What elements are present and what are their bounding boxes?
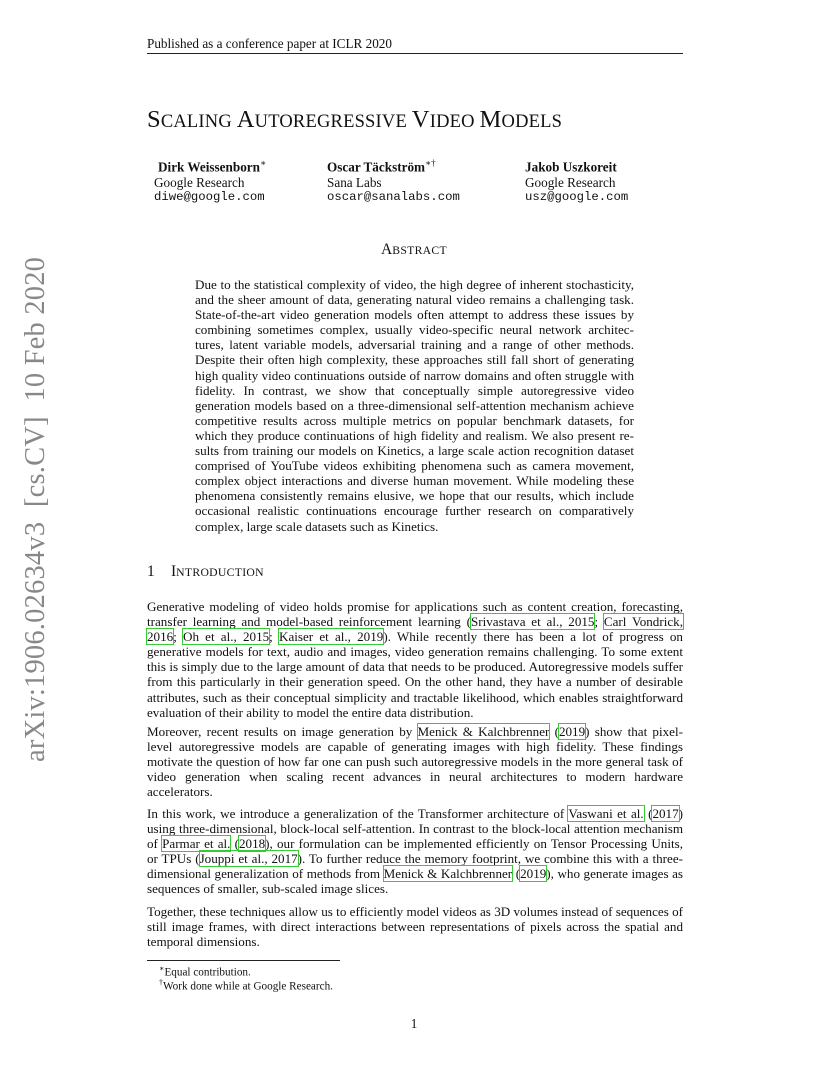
paper-title: SCALING AUTOREGRESSIVE VIDEO MODELS <box>147 106 563 133</box>
citation-link[interactable]: Carl Vondrick, 2016 <box>147 614 683 645</box>
citation-link[interactable]: Parmar et al. <box>162 836 231 852</box>
intro-paragraph-1: Generative modeling of video holds promise for applications such as content creation, forecasting, transfer learning and model-based reinforcement learning (Srivastava et al., 2015; Carl Vondrick, 2016; Oh et al., 2015; Kaiser et al., 2019). While recently there has been a lot of progress on generative models for text, audio and images, video generation remains challenging. To some extent this is simply due to the large amount of data that needs to be produced. Autoregressive models suffer from this particularly in their generation speed. On the other hand, they have a number of desirable attributes, such as their conceptual simplicity and tractable likelihood, which enables straightforward evaluation of their ability to model the entire data distribution. <box>147 599 683 720</box>
footnote-rule <box>147 960 340 961</box>
page-number: 1 <box>410 1016 418 1031</box>
citation-link[interactable]: 2017 <box>652 806 679 821</box>
author-name: Dirk Weissenborn <box>158 159 260 175</box>
citation-link[interactable]: 2018 <box>238 836 266 852</box>
citation-link[interactable]: Oh et al., 2015 <box>183 629 270 645</box>
footnote: †Work done while at Google Research. <box>159 978 333 993</box>
author-email: oscar@sanalabs.com <box>327 190 460 205</box>
author-name: Oscar Täckström <box>327 159 426 175</box>
author-affiliation: Google Research <box>525 174 616 190</box>
citation-link[interactable]: Menick & Kalchbrenner <box>383 866 513 882</box>
author-mark: ∗† <box>425 158 436 168</box>
citation-link[interactable]: 2019 <box>520 866 547 882</box>
author-block <box>154 156 266 206</box>
intro-paragraph-4: Together, these techniques allow us to efficiently model videos as 3D volumes instead of sequences of still image frames, with direct interactions between representations of pixels across the spatial and temporal dimensions. <box>147 904 683 950</box>
author-email: usz@google.com <box>525 190 629 205</box>
citation-link[interactable]: Kaiser et al., 2019 <box>278 629 384 645</box>
author-mark: ∗ <box>259 158 267 168</box>
intro-paragraph-2: Moreover, recent results on image generation by Menick & Kalchbrenner (2019) show that pixel-level autoregressive models are capable of generating images with high fidelity. These findings motivate the question of how far one can push such autoregressive models in the more general task of video generation when scaling recent advances in neural architectures to modern hardware accelerators. <box>147 724 683 800</box>
author-block <box>525 156 628 206</box>
citation-link[interactable]: Menick & Kalchbrenner <box>417 724 550 739</box>
header-rule <box>147 53 683 54</box>
author-affiliation: Sana Labs <box>327 174 382 190</box>
author-email: diwe@google.com <box>154 190 265 205</box>
intro-paragraph-3: In this work, we introduce a generalization of the Transformer architecture of Vaswani et al. (2017) using three-dimensional, block-local self-attention. In contrast to the block-local attention mechanism of Parmar et al. (2018), our formulation can be implemented efficiently on Tensor Processing Units, or TPUs (Jouppi et al., 2017). To further reduce the memory footprint, we combine this with a three-dimensional generalization of methods from Menick & Kalchbrenner (2019), who generate images as sequences of smaller, sub-scaled image slices. <box>147 806 683 897</box>
author-name: Jakob Uszkoreit <box>525 159 617 175</box>
citation-link[interactable]: Srivastava et al., 2015 <box>470 614 595 630</box>
arxiv-id: arXiv:1906.02634v3 [cs.CV] 10 Feb 2020 <box>20 256 51 762</box>
author-affiliation: Google Research <box>154 174 245 190</box>
section-heading: 1 INTRODUCTION <box>147 563 264 580</box>
running-header: Published as a conference paper at ICLR 2020 <box>147 36 392 51</box>
citation-link[interactable]: Jouppi et al., 2017 <box>199 851 298 867</box>
footnote: ∗Equal contribution. <box>159 964 251 979</box>
author-block <box>327 156 460 206</box>
citation-link[interactable]: 2019 <box>558 724 586 739</box>
abstract-heading: ABSTRACT <box>381 241 447 258</box>
citation-link[interactable]: Vaswani et al. <box>568 806 644 821</box>
abstract-text: Due to the statistical complexity of video, the high degree of inherent stochasticity, and the sheer amount of data, generating natural video remains a challenging task. State-of-the-art video generation models often attempt to address these issues by combining sometimes complex, usually video-specific neural network architectures, latent variable models, adversarial training and a range of other methods. Despite their often high complexity, these approaches still fall short of generating high quality video continuations outside of narrow domains and often struggle with fidelity. In contrast, we show that conceptually simple autoregressive video generation models based on a three-dimensional self-attention mechanism achieve competitive results across multiple metrics on popular benchmark datasets, for which they produce continuations of high fidelity and realism. We also present results from training our models on Kinetics, a large scale action recognition dataset comprised of YouTube videos exhibiting phenomena such as camera movement, complex object interactions and diverse human movement. While modeling these phenomena consistently remains elusive, we hope that our results, which include occasional realistic continuations encourage further research on comparatively complex, large scale datasets such as Kinetics. <box>195 277 634 534</box>
